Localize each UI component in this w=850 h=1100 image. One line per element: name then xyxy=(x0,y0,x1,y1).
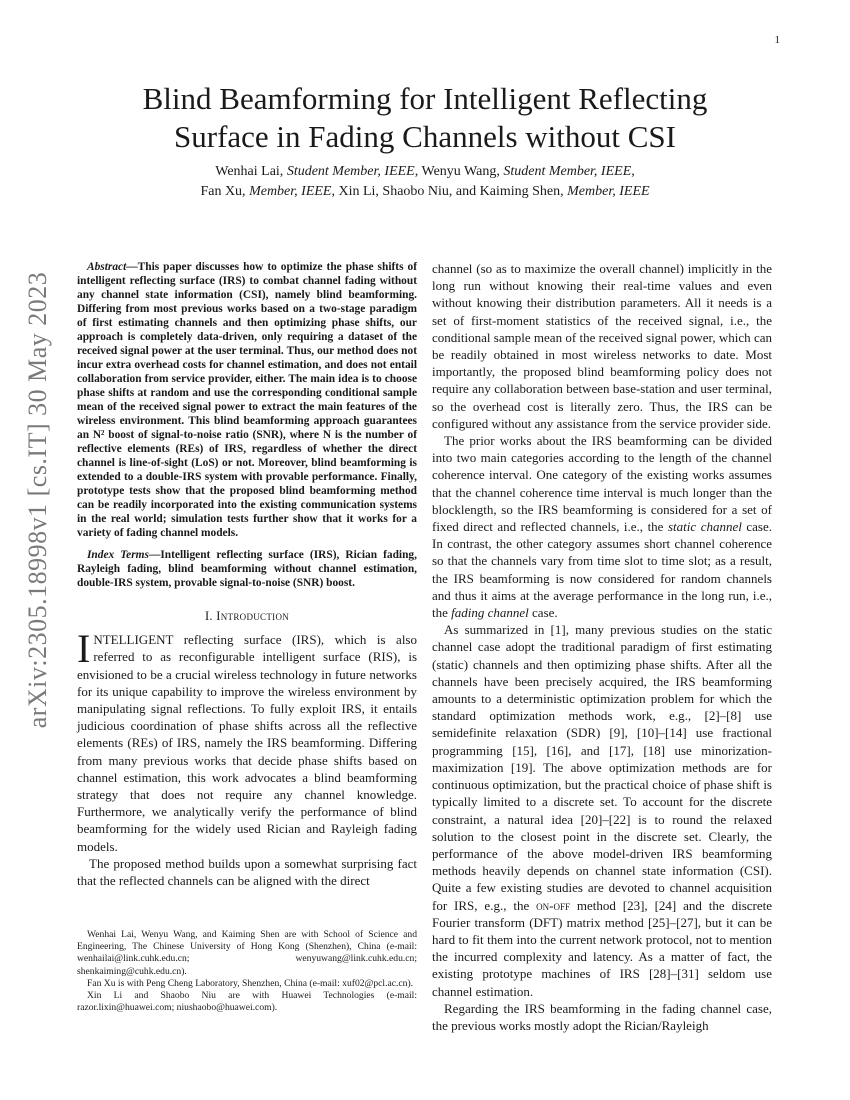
right-paragraph-2-part-c: case. xyxy=(528,605,558,621)
drop-cap: I xyxy=(77,626,91,672)
right-paragraph-3-part-a: As summarized in [1], many previous studies on the static channel case adopt the traditional paradigm of first estimating (static) channels and then optimizing phase shifts. After all the channels have been precisely acquired, the IRS beamforming amounts to a deterministic optimization problem for which the standard optimization methods work, e.g., [2]–[8] use semidefinite relaxation (SDR) [9], [10]–[14] use fractional programming [15], [16], and [17], [18] use minorization-maximization [19]. The above optimization methods are for continuous optimization, but the practical choice of phase shift is typically limited to a discrete set. To account for the discrete constraint, a natural idea [20]–[22] is to round the relaxed solution to the closest point in the discrete set. Clearly, the performance of the above model-driven IRS beamforming methods heavily depends on channel state information (CSI). Quite a few existing studies are devoted to channel acquisition for IRS, e.g., the xyxy=(432,622,772,913)
index-terms-label: Index Terms xyxy=(87,549,149,561)
section-heading xyxy=(77,608,417,625)
right-paragraph-3 xyxy=(432,621,772,999)
section-title: Introduction xyxy=(216,609,290,623)
arxiv-identifier: arXiv:2305.18998v1 [cs.IT] 30 May 2023 xyxy=(23,271,52,729)
intro-paragraph-1 xyxy=(77,626,417,855)
footnotes xyxy=(77,929,417,1014)
on-off-term: on-off xyxy=(536,897,570,913)
fading-channel-term: fading channel xyxy=(451,605,529,621)
author-line-2: Fan Xu, Member, IEEE, Xin Li, Shaobo Niu, and Kaiming Shen, Member, IEEE xyxy=(200,184,650,199)
section-number: I. xyxy=(204,609,217,623)
title-line-1: Blind Beamforming for Intelligent Reflecting xyxy=(142,81,708,116)
abstract-label: Abstract xyxy=(87,261,127,273)
page-number: 1 xyxy=(774,34,780,46)
right-paragraph-1: channel (so as to maximize the overall channel) implicitly in the long run without knowing their real-time values and even without knowing their distribution parameters. All it needs is a set of first-moment statistics of the received signal, i.e., the conditional sample mean of the received signal power, which can be readily obtained in most wireless networks to date. Most importantly, the proposed blind beamforming policy does not require any collaboration between base-station and user terminal, so the overhead cost is literally zero. Thus, the IRS can be configured without any assistance from the service provider side. xyxy=(432,261,772,431)
right-paragraph-3-part-b: method [23], [24] and the discrete Fourier transform (DFT) matrix method [25]–[27], but it can be hard to fit them into the current network protocol, not to mention the incurred complexity and latency. As a matter of fact, the existing prototype machines of IRS [28]–[31] seldom use channel estimation. xyxy=(432,897,772,999)
right-paragraph-4: Regarding the IRS beamforming in the fading channel case, the previous works mostly adopt the Rician/Rayleigh xyxy=(432,1000,772,1033)
right-column xyxy=(432,260,772,1034)
right-paragraph-2 xyxy=(432,432,772,621)
paper-title xyxy=(90,80,760,156)
author-line-1: Wenhai Lai, Student Member, IEEE, Wenyu Wang, Student Member, IEEE, xyxy=(215,164,635,179)
footnote-3: Xin Li and Shaobo Niu are with Huawei Technologies (e-mail: razor.lixin@huawei.com; niushaobo@huawei.com). xyxy=(77,990,417,1014)
abstract-text: —This paper discusses how to optimize the phase shifts of intelligent reflecting surface (IRS) to combat channel fading without any channel state information (CSI), namely blind beamforming. Differing from most previous works based on a two-stage paradigm of first estimating channels and then optimizing phase shifts, our approach is completely data-driven, only requiring a dataset of the received signal power at the user terminal. Thus, our method does not incur extra overhead costs for channel estimation, and does not entail collaboration from service provider, either. The main idea is to choose phase shifts at random and use the corresponding conditional sample mean of the received signal power to extract the main features of the wireless environment. This blind beamforming approach guarantees an N² boost of signal-to-noise ratio (SNR), where N is the number of reflective elements (REs) of IRS, regardless of whether the direct channel is line-of-sight (LoS) or not. Moreover, blind beamforming is extended to a double-IRS system with provable performance. Finally, prototype tests show that the proposed blind beamforming method can be readily incorporated into the existing communication systems in the real world; simulation tests further show that it works for a variety of fading channel models. xyxy=(77,261,417,539)
footnote-2: Fan Xu is with Peng Cheng Laboratory, Shenzhen, China (e-mail: xuf02@pcl.ac.cn). xyxy=(87,977,414,989)
footnote-1: Wenhai Lai, Wenyu Wang, and Kaiming Shen are with School of Science and Engineering, The Chinese University of Hong Kong (Shenzhen), China (e-mail: wenhailai@link.cuhk.edu.cn; wenyuwang@link.cuhk.edu.cn; shenkaiming@cuhk.edu.cn). xyxy=(77,929,417,977)
index-terms-text: —Intelligent reflecting surface (IRS), Rician fading, Rayleigh fading, blind beamforming without channel estimation, double-IRS system, provable signal-to-noise (SNR) boost. xyxy=(77,549,417,589)
abstract xyxy=(77,260,417,540)
index-terms xyxy=(77,548,417,590)
static-channel-term: static channel xyxy=(668,519,742,535)
title-line-2: Surface in Fading Channels without CSI xyxy=(174,119,676,154)
arxiv-sidebar xyxy=(12,271,64,729)
intro-paragraph-1-text: NTELLIGENT reflecting surface (IRS), which is also referred to as reconfigurable intelligent surface (RIS), is envisioned to be a crucial wireless technology in future networks for its unique capability to improve the wireless environment by manipulating signal reflections. To fully exploit IRS, it entails judicious coordination of phase shifts across all the reflective elements (REs) of IRS, namely the IRS beamforming. Differing from many previous works that decide phase shifts based on channel estimation, this work advocates a blind beamforming strategy that does not require any channel knowledge. Furthermore, we analytically verify the performance of blind beamforming for the widely used Rician and Rayleigh fading models. xyxy=(77,632,417,854)
intro-paragraph-2: The proposed method builds upon a somewhat surprising fact that the reflected channels can be aligned with the direct xyxy=(77,855,417,889)
left-column xyxy=(77,260,417,889)
author-list xyxy=(90,162,760,202)
right-paragraph-2-part-b: case. In contrast, the other category assumes short channel coherence so that the channels vary from time slot to time slot; as a result, the IRS beamforming is now considered for random channels and thus it aims at the average performance in the long run, i.e., the xyxy=(432,519,773,621)
right-paragraph-2-part-a: The prior works about the IRS beamforming can be divided into two main categories according to the length of the channel coherence interval. One category of the existing works assumes that the channel coherence time interval is much longer than the blocklength, so the IRS beamforming is considered for a set of fixed direct and reflected channels, i.e., the xyxy=(432,433,772,535)
